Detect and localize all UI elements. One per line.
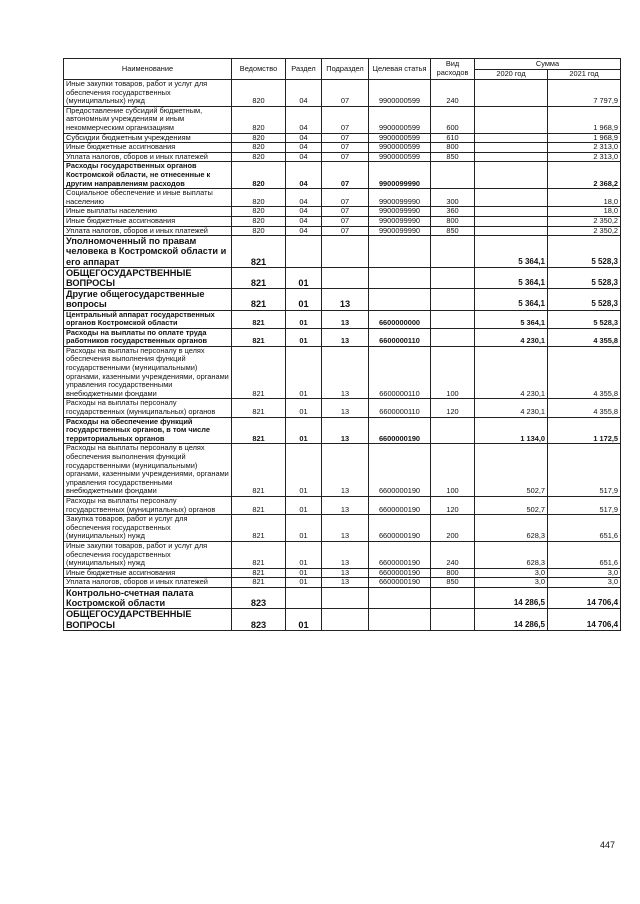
- cell-2020: 3,0: [475, 568, 548, 578]
- cell-name: Иные бюджетные ассигнования: [64, 143, 232, 153]
- cell-section: 01: [286, 496, 322, 514]
- cell-target: 6600000110: [369, 328, 431, 346]
- table-row: [64, 515, 621, 542]
- cell-target: 6600000190: [369, 444, 431, 497]
- cell-target: 6600000190: [369, 541, 431, 568]
- cell-subsection: 13: [322, 328, 369, 346]
- table-row: [64, 162, 621, 189]
- cell-subsection: 13: [322, 399, 369, 417]
- cell-target: 9900000599: [369, 152, 431, 162]
- table-row: [64, 328, 621, 346]
- cell-section: 01: [286, 346, 322, 399]
- cell-target: 9900000599: [369, 106, 431, 133]
- cell-name: Расходы на выплаты персоналу в целях обеспечения выполнения функций государственными (муниципальными) органами, казенными учреждениями, органами управления государственными внебюджетными фондами: [64, 444, 232, 497]
- cell-2021: 3,0: [548, 568, 621, 578]
- cell-2020: [475, 133, 548, 143]
- cell-section: 04: [286, 207, 322, 217]
- cell-target: [369, 587, 431, 608]
- cell-name: Социальное обеспечение и иные выплаты населению: [64, 189, 232, 207]
- cell-2021: 14 706,4: [548, 587, 621, 608]
- cell-2021: 7 797,9: [548, 80, 621, 107]
- cell-dept: 820: [232, 152, 286, 162]
- cell-name: Расходы на выплаты персоналу государственных (муниципальных) органов: [64, 399, 232, 417]
- cell-name: Иные закупки товаров, работ и услуг для обеспечения государственных (муниципальных) нужд: [64, 80, 232, 107]
- header-name: Наименование: [64, 59, 232, 80]
- cell-2020: [475, 80, 548, 107]
- cell-2020: [475, 162, 548, 189]
- cell-target: 9900099990: [369, 162, 431, 189]
- cell-exptype: 100: [431, 444, 475, 497]
- cell-2020: 4 230,1: [475, 328, 548, 346]
- cell-exptype: 100: [431, 346, 475, 399]
- cell-subsection: 13: [322, 444, 369, 497]
- table-row: [64, 236, 621, 268]
- cell-subsection: 13: [322, 496, 369, 514]
- cell-target: 6600000190: [369, 568, 431, 578]
- cell-name: Предоставление субсидий бюджетным, автономным учреждениям и иным некоммерческим организациям: [64, 106, 232, 133]
- cell-section: 01: [286, 609, 322, 630]
- cell-subsection: [322, 609, 369, 630]
- cell-target: 9900099990: [369, 189, 431, 207]
- cell-name: Расходы на выплаты персоналу в целях обеспечения выполнения функций государственными (муниципальными) органами, казенными учреждениями, органами управления государственными внебюджетными фондами: [64, 346, 232, 399]
- cell-subsection: 07: [322, 106, 369, 133]
- cell-2020: 4 230,1: [475, 399, 548, 417]
- cell-target: 6600000190: [369, 496, 431, 514]
- cell-exptype: 120: [431, 399, 475, 417]
- cell-dept: 821: [232, 399, 286, 417]
- cell-2021: 3,0: [548, 578, 621, 588]
- cell-exptype: 240: [431, 541, 475, 568]
- cell-2020: [475, 106, 548, 133]
- cell-target: 9900000599: [369, 80, 431, 107]
- cell-2021: 651,6: [548, 515, 621, 542]
- cell-2021: 4 355,8: [548, 399, 621, 417]
- cell-dept: 820: [232, 162, 286, 189]
- cell-name: Расходы на выплаты по оплате труда работников государственных органов: [64, 328, 232, 346]
- cell-exptype: [431, 236, 475, 268]
- cell-dept: 821: [232, 417, 286, 444]
- cell-subsection: [322, 267, 369, 288]
- table-row: [64, 152, 621, 162]
- cell-exptype: [431, 609, 475, 630]
- cell-2021: 2 350,2: [548, 216, 621, 226]
- table-header: [64, 59, 621, 80]
- cell-dept: 821: [232, 578, 286, 588]
- page-number: 447: [600, 840, 616, 850]
- cell-name: Расходы государственных органов Костромской области, не отнесенные к другим направлениям расходов: [64, 162, 232, 189]
- cell-2020: 5 364,1: [475, 310, 548, 328]
- cell-subsection: 13: [322, 515, 369, 542]
- cell-target: 9900000599: [369, 133, 431, 143]
- cell-exptype: [431, 310, 475, 328]
- cell-dept: 821: [232, 541, 286, 568]
- cell-name: Субсидии бюджетным учреждениям: [64, 133, 232, 143]
- table-row: [64, 609, 621, 630]
- cell-exptype: 610: [431, 133, 475, 143]
- cell-exptype: 360: [431, 207, 475, 217]
- table-row: [64, 133, 621, 143]
- cell-exptype: 300: [431, 189, 475, 207]
- cell-section: 04: [286, 189, 322, 207]
- cell-section: 04: [286, 143, 322, 153]
- cell-exptype: [431, 328, 475, 346]
- cell-name: Иные бюджетные ассигнования: [64, 568, 232, 578]
- cell-target: 6600000000: [369, 310, 431, 328]
- cell-2021: 5 528,3: [548, 267, 621, 288]
- cell-exptype: 800: [431, 143, 475, 153]
- cell-2021: 5 528,3: [548, 289, 621, 310]
- table-row: [64, 267, 621, 288]
- cell-target: [369, 267, 431, 288]
- cell-name: ОБЩЕГОСУДАРСТВЕННЫЕ ВОПРОСЫ: [64, 609, 232, 630]
- cell-section: 04: [286, 226, 322, 236]
- cell-2020: 3,0: [475, 578, 548, 588]
- table-row: [64, 444, 621, 497]
- cell-exptype: [431, 417, 475, 444]
- table-row: [64, 587, 621, 608]
- table-row: [64, 216, 621, 226]
- cell-section: 04: [286, 80, 322, 107]
- cell-subsection: 13: [322, 346, 369, 399]
- header-2020: 2020 год: [475, 70, 548, 80]
- cell-2020: 5 364,1: [475, 289, 548, 310]
- cell-subsection: 07: [322, 207, 369, 217]
- cell-2021: 651,6: [548, 541, 621, 568]
- cell-2021: 5 528,3: [548, 236, 621, 268]
- cell-name: Уплата налогов, сборов и иных платежей: [64, 226, 232, 236]
- cell-exptype: [431, 587, 475, 608]
- cell-dept: 820: [232, 106, 286, 133]
- cell-dept: 821: [232, 289, 286, 310]
- cell-dept: 821: [232, 496, 286, 514]
- table-row: [64, 310, 621, 328]
- cell-target: 6600000190: [369, 417, 431, 444]
- header-target: Целевая статья: [369, 59, 431, 80]
- cell-2020: [475, 226, 548, 236]
- table-row: [64, 346, 621, 399]
- table-row: [64, 541, 621, 568]
- cell-section: 01: [286, 267, 322, 288]
- cell-section: 04: [286, 106, 322, 133]
- cell-2020: 14 286,5: [475, 609, 548, 630]
- cell-2021: 4 355,8: [548, 346, 621, 399]
- cell-2021: 2 313,0: [548, 152, 621, 162]
- cell-2020: 502,7: [475, 496, 548, 514]
- cell-2021: 14 706,4: [548, 609, 621, 630]
- cell-2020: [475, 143, 548, 153]
- table-body: [64, 80, 621, 631]
- cell-dept: 821: [232, 328, 286, 346]
- table-row: [64, 568, 621, 578]
- cell-target: 6600000190: [369, 515, 431, 542]
- cell-dept: 820: [232, 226, 286, 236]
- cell-name: Закупка товаров, работ и услуг для обеспечения государственных (муниципальных) нужд: [64, 515, 232, 542]
- cell-2021: 18,0: [548, 189, 621, 207]
- cell-exptype: [431, 162, 475, 189]
- cell-2020: 4 230,1: [475, 346, 548, 399]
- cell-section: 04: [286, 162, 322, 189]
- cell-2021: 517,9: [548, 444, 621, 497]
- cell-subsection: 07: [322, 162, 369, 189]
- cell-2021: 2 313,0: [548, 143, 621, 153]
- cell-2020: 14 286,5: [475, 587, 548, 608]
- cell-target: 6600000110: [369, 346, 431, 399]
- cell-dept: 821: [232, 267, 286, 288]
- budget-table: [63, 58, 621, 631]
- cell-subsection: 13: [322, 289, 369, 310]
- cell-exptype: [431, 289, 475, 310]
- cell-dept: 821: [232, 236, 286, 268]
- cell-exptype: 850: [431, 578, 475, 588]
- cell-dept: 820: [232, 216, 286, 226]
- cell-dept: 823: [232, 609, 286, 630]
- cell-exptype: 850: [431, 152, 475, 162]
- table-row: [64, 289, 621, 310]
- cell-section: 04: [286, 216, 322, 226]
- table-row: [64, 578, 621, 588]
- cell-name: Иные бюджетные ассигнования: [64, 216, 232, 226]
- cell-section: [286, 587, 322, 608]
- cell-name: Центральный аппарат государственных органов Костромской области: [64, 310, 232, 328]
- cell-exptype: 800: [431, 568, 475, 578]
- cell-2021: 2 368,2: [548, 162, 621, 189]
- cell-subsection: 13: [322, 541, 369, 568]
- cell-section: [286, 236, 322, 268]
- cell-dept: 821: [232, 310, 286, 328]
- cell-name: Уплата налогов, сборов и иных платежей: [64, 578, 232, 588]
- cell-section: 01: [286, 399, 322, 417]
- table-row: [64, 207, 621, 217]
- cell-name: Расходы на обеспечение функций государственных органов, в том числе территориальных органов: [64, 417, 232, 444]
- cell-dept: 820: [232, 207, 286, 217]
- cell-dept: 821: [232, 515, 286, 542]
- cell-section: 01: [286, 417, 322, 444]
- cell-target: 9900099990: [369, 226, 431, 236]
- header-section: Раздел: [286, 59, 322, 80]
- header-subsection: Подраздел: [322, 59, 369, 80]
- cell-2020: [475, 189, 548, 207]
- cell-section: 01: [286, 289, 322, 310]
- cell-2020: 628,3: [475, 515, 548, 542]
- cell-2021: 1 968,9: [548, 133, 621, 143]
- header-sum: Сумма: [475, 59, 621, 70]
- cell-section: 01: [286, 310, 322, 328]
- cell-dept: 820: [232, 133, 286, 143]
- cell-section: 01: [286, 328, 322, 346]
- cell-2020: [475, 207, 548, 217]
- cell-target: 9900099990: [369, 207, 431, 217]
- cell-exptype: 850: [431, 226, 475, 236]
- cell-2021: 2 350,2: [548, 226, 621, 236]
- cell-2021: 1 968,9: [548, 106, 621, 133]
- cell-2020: 5 364,1: [475, 236, 548, 268]
- cell-name: Иные выплаты населению: [64, 207, 232, 217]
- cell-subsection: 07: [322, 133, 369, 143]
- cell-target: [369, 289, 431, 310]
- table-row: [64, 143, 621, 153]
- cell-subsection: 13: [322, 310, 369, 328]
- budget-table-container: [63, 58, 620, 631]
- cell-dept: 820: [232, 143, 286, 153]
- cell-subsection: 07: [322, 80, 369, 107]
- cell-dept: 821: [232, 346, 286, 399]
- cell-section: 01: [286, 568, 322, 578]
- cell-subsection: [322, 236, 369, 268]
- cell-target: 9900000599: [369, 143, 431, 153]
- cell-target: [369, 609, 431, 630]
- table-row: [64, 189, 621, 207]
- table-row: [64, 80, 621, 107]
- cell-subsection: 13: [322, 578, 369, 588]
- cell-exptype: [431, 267, 475, 288]
- cell-subsection: 07: [322, 189, 369, 207]
- cell-subsection: 07: [322, 226, 369, 236]
- table-row: [64, 496, 621, 514]
- cell-section: 01: [286, 541, 322, 568]
- header-exptype: Вид расходов: [431, 59, 475, 80]
- cell-2021: 4 355,8: [548, 328, 621, 346]
- cell-exptype: 240: [431, 80, 475, 107]
- cell-dept: 823: [232, 587, 286, 608]
- cell-section: 01: [286, 515, 322, 542]
- cell-2020: 502,7: [475, 444, 548, 497]
- cell-subsection: [322, 587, 369, 608]
- cell-2020: 5 364,1: [475, 267, 548, 288]
- table-row: [64, 106, 621, 133]
- cell-2020: [475, 152, 548, 162]
- cell-2021: 5 528,3: [548, 310, 621, 328]
- cell-exptype: 200: [431, 515, 475, 542]
- cell-exptype: 800: [431, 216, 475, 226]
- header-dept: Ведомство: [232, 59, 286, 80]
- cell-section: 01: [286, 578, 322, 588]
- cell-subsection: 13: [322, 417, 369, 444]
- cell-2021: 517,9: [548, 496, 621, 514]
- cell-subsection: 13: [322, 568, 369, 578]
- cell-target: [369, 236, 431, 268]
- cell-2021: 18,0: [548, 207, 621, 217]
- cell-name: ОБЩЕГОСУДАРСТВЕННЫЕ ВОПРОСЫ: [64, 267, 232, 288]
- cell-target: 9900099990: [369, 216, 431, 226]
- cell-section: 01: [286, 444, 322, 497]
- cell-name: Уполномоченный по правам человека в Костромской области и его аппарат: [64, 236, 232, 268]
- cell-subsection: 07: [322, 216, 369, 226]
- cell-name: Контрольно-счетная палата Костромской области: [64, 587, 232, 608]
- table-row: [64, 399, 621, 417]
- cell-section: 04: [286, 133, 322, 143]
- cell-exptype: 600: [431, 106, 475, 133]
- cell-2020: [475, 216, 548, 226]
- cell-target: 6600000110: [369, 399, 431, 417]
- cell-section: 04: [286, 152, 322, 162]
- cell-2021: 1 172,5: [548, 417, 621, 444]
- cell-name: Иные закупки товаров, работ и услуг для обеспечения государственных (муниципальных) нужд: [64, 541, 232, 568]
- cell-dept: 820: [232, 80, 286, 107]
- cell-subsection: 07: [322, 152, 369, 162]
- cell-2020: 1 134,0: [475, 417, 548, 444]
- cell-name: Уплата налогов, сборов и иных платежей: [64, 152, 232, 162]
- cell-name: Расходы на выплаты персоналу государственных (муниципальных) органов: [64, 496, 232, 514]
- cell-name: Другие общегосударственные вопросы: [64, 289, 232, 310]
- header-2021: 2021 год: [548, 70, 621, 80]
- cell-dept: 821: [232, 568, 286, 578]
- table-row: [64, 226, 621, 236]
- cell-exptype: 120: [431, 496, 475, 514]
- cell-subsection: 07: [322, 143, 369, 153]
- cell-target: 6600000190: [369, 578, 431, 588]
- table-row: [64, 417, 621, 444]
- cell-2020: 628,3: [475, 541, 548, 568]
- cell-dept: 820: [232, 189, 286, 207]
- cell-dept: 821: [232, 444, 286, 497]
